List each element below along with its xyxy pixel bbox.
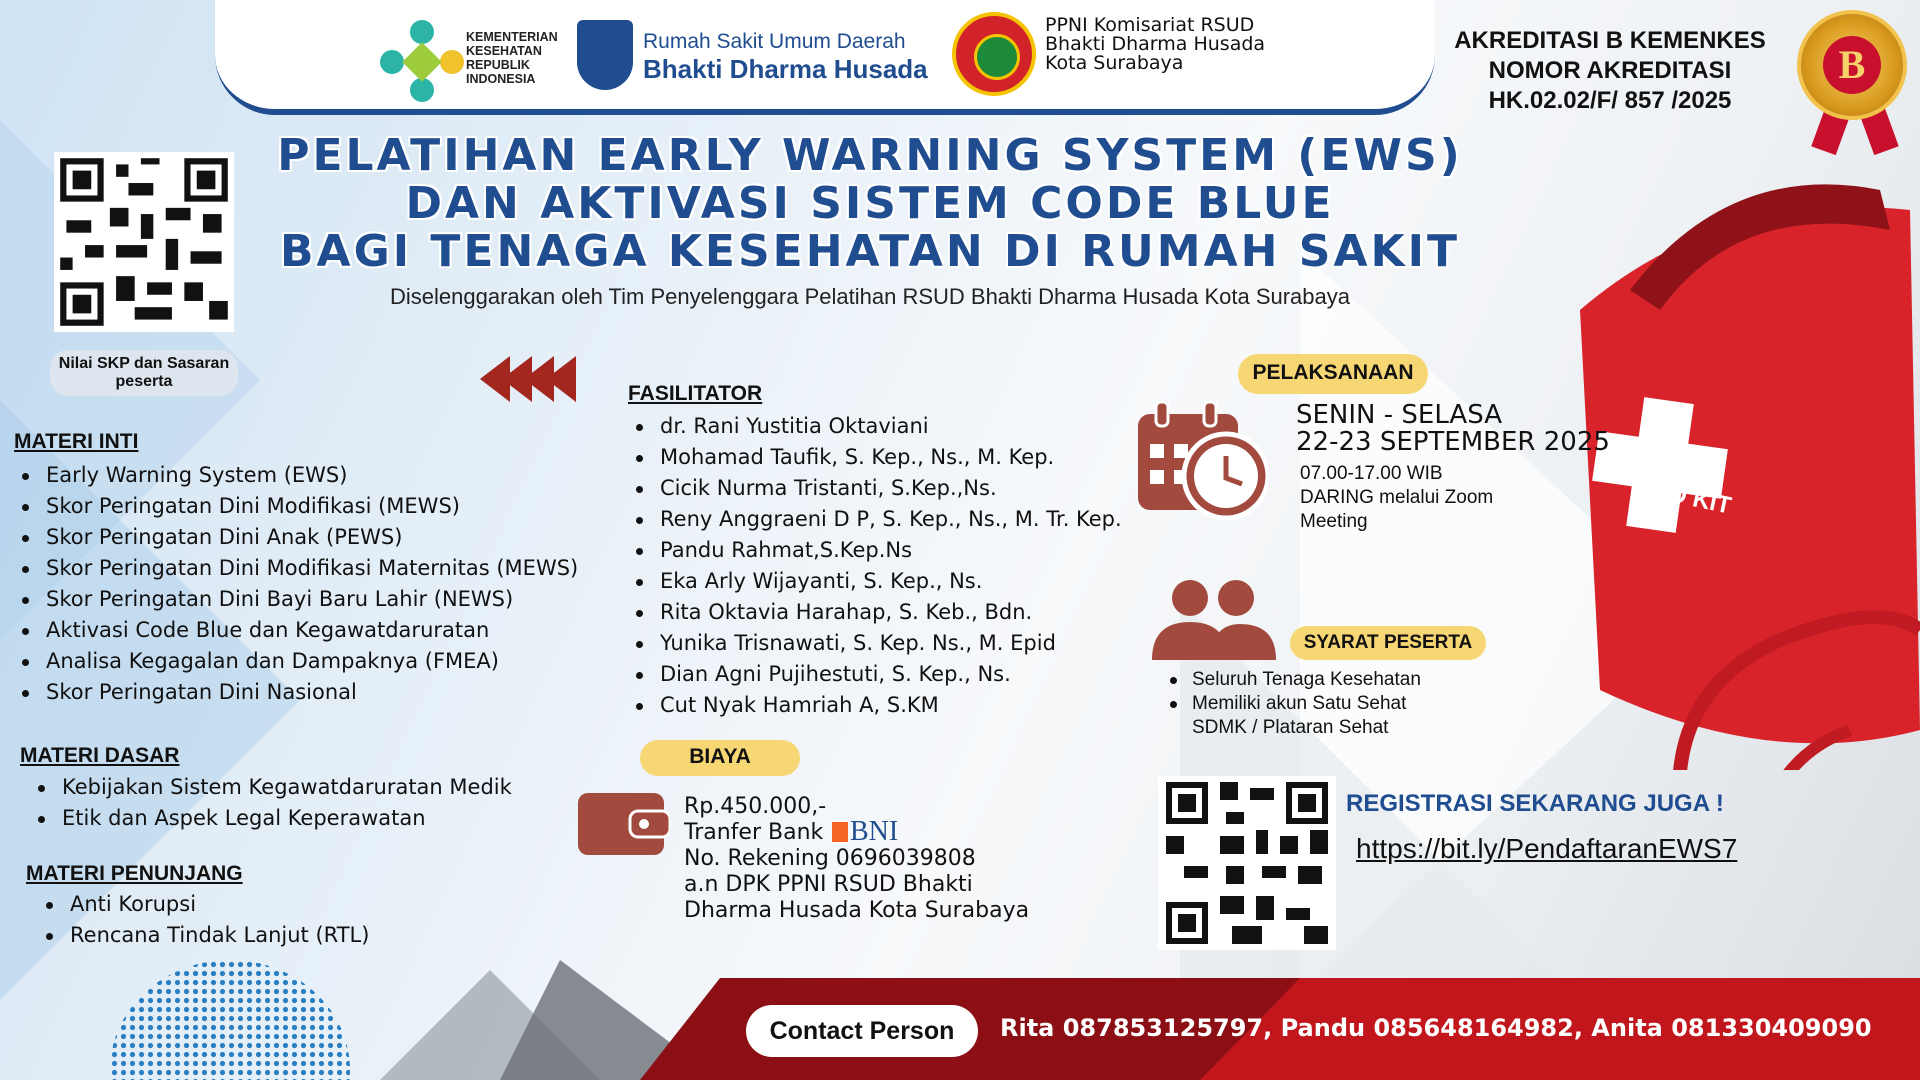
list-item: Skor Peringatan Dini Modifikasi (MEWS): [14, 491, 578, 522]
biaya-pill: BIAYA: [640, 740, 800, 776]
biaya-rekening: No. Rekening 0696039808: [684, 846, 976, 871]
list-item: Pandu Rahmat,S.Kep.Ns: [628, 535, 1122, 566]
list-item: Rencana Tindak Lanjut (RTL): [38, 920, 369, 951]
materi-penunjang-heading: MATERI PENUNJANG: [26, 862, 243, 885]
list-item: Aktivasi Code Blue dan Kegawatdaruratan: [14, 615, 578, 646]
list-item: Eka Arly Wijayanti, S. Kep., Ns.: [628, 566, 1122, 597]
list-item: Anti Korupsi: [38, 889, 369, 920]
materi-dasar-heading: MATERI DASAR: [20, 744, 180, 767]
list-item: Skor Peringatan Dini Nasional: [14, 677, 578, 708]
list-item: Yunika Trisnawati, S. Kep. Ns., M. Epid: [628, 628, 1122, 659]
event-title: [250, 132, 1490, 276]
title-line2: DAN AKTIVASI SISTEM CODE BLUE: [405, 178, 1335, 229]
kit-label: AID KIT: [1643, 475, 1734, 520]
syarat-list: [1160, 668, 1460, 740]
registration-link[interactable]: https://bit.ly/PendaftaranEWS7: [1356, 833, 1738, 864]
list-item: Seluruh Tenaga Kesehatan: [1160, 668, 1460, 692]
contact-numbers: Rita 087853125797, Pandu 085648164982, Anita 081330409090: [1000, 1014, 1872, 1042]
akreditasi-info: [1440, 26, 1780, 116]
ppni-logo: [952, 12, 1036, 96]
pelaksanaan-info: [1300, 462, 1560, 534]
akreditasi-line3: HK.02.02/F/ 857 /2025: [1488, 87, 1732, 114]
registrasi-heading: REGISTRASI SEKARANG JUGA !: [1346, 790, 1724, 817]
kemenkes-text: KEMENTERIAN KESEHATAN REPUBLIK INDONESIA: [466, 30, 558, 86]
pelaksanaan-days: SENIN - SELASA: [1296, 400, 1502, 430]
pelaksanaan-pill: PELAKSANAAN: [1238, 354, 1428, 394]
pelaksanaan-time: 07.00-17.00 WIB: [1300, 463, 1443, 484]
biaya-atas-nama: a.n DPK PPNI RSUD Bhakti Dharma Husada Kota Surabaya: [684, 872, 1030, 923]
badge-letter: B: [1823, 36, 1881, 94]
list-item: Memiliki akun Satu Sehat SDMK / Plataran Sehat: [1160, 692, 1460, 740]
list-item: Skor Peringatan Dini Bayi Baru Lahir (NEWS): [14, 584, 578, 615]
list-item: Mohamad Taufik, S. Kep., Ns., M. Kep.: [628, 442, 1122, 473]
ppni-text: PPNI Komisariat RSUD Bhakti Dharma Husada Kota Surabaya: [1045, 14, 1266, 74]
list-item: Rita Oktavia Harahap, S. Keb., Bdn.: [628, 597, 1122, 628]
biaya-amount: Rp.450.000,-: [684, 794, 827, 819]
akreditasi-line2: NOMOR AKREDITASI: [1488, 57, 1732, 84]
hospital-name-line1: Rumah Sakit Umum Daerah: [643, 30, 906, 53]
materi-penunjang-list: [38, 889, 369, 951]
first-aid-kit-illustration: [1520, 170, 1920, 770]
list-item: Analisa Kegagalan dan Dampaknya (FMEA): [14, 646, 578, 677]
bni-logo: BNI: [832, 816, 898, 848]
people-icon: [1150, 580, 1280, 660]
hospital-name: [643, 30, 928, 85]
list-item: Etik dan Aspek Legal Keperawatan: [30, 803, 512, 834]
list-item: Skor Peringatan Dini Modifikasi Maternitas (MEWS): [14, 553, 578, 584]
list-item: Dian Agni Pujihestuti, S. Kep., Ns.: [628, 659, 1122, 690]
wallet-icon: [578, 787, 670, 857]
title-line3: BAGI TENAGA KESEHATAN DI RUMAH SAKIT: [279, 226, 1460, 277]
akreditasi-badge: [1797, 10, 1907, 120]
kemenkes-logo: [378, 18, 466, 104]
fasilitator-heading: FASILITATOR: [628, 382, 763, 405]
list-item: Early Warning System (EWS): [14, 460, 578, 491]
calendar-clock-icon: [1138, 400, 1268, 520]
organizer-subtitle: Diselenggarakan oleh Tim Penyelenggara Pelatihan RSUD Bhakti Dharma Husada Kota Surabaya: [390, 284, 1350, 309]
list-item: Cut Nyak Hamriah A, S.KM: [628, 690, 1122, 721]
arrows-decoration: [480, 356, 590, 402]
surabaya-emblem: [577, 20, 633, 90]
qr-label: Nilai SKP dan Sasaran peserta: [50, 350, 238, 396]
pelaksanaan-mode: DARING melalui Zoom Meeting: [1300, 487, 1494, 532]
skp-qr-code: [54, 152, 234, 332]
materi-dasar-list: [30, 772, 512, 834]
list-item: Kebijakan Sistem Kegawatdaruratan Medik: [30, 772, 512, 803]
biaya-transfer: Tranfer Bank: [684, 820, 824, 845]
list-item: dr. Rani Yustitia Oktaviani: [628, 411, 1122, 442]
pelaksanaan-date: [1296, 402, 1610, 456]
list-item: Skor Peringatan Dini Anak (PEWS): [14, 522, 578, 553]
contact-person-label: Contact Person: [746, 1005, 978, 1057]
pelaksanaan-dates: 22-23 SEPTEMBER 2025: [1296, 427, 1610, 457]
materi-inti-heading: MATERI INTI: [14, 430, 139, 453]
materi-inti-list: [14, 460, 578, 708]
list-item: Cicik Nurma Tristanti, S.Kep.,Ns.: [628, 473, 1122, 504]
title-line1: PELATIHAN EARLY WARNING SYSTEM (EWS): [277, 130, 1463, 181]
syarat-pill: SYARAT PESERTA: [1290, 626, 1486, 660]
biaya-details: [684, 794, 1084, 924]
akreditasi-line1: AKREDITASI B KEMENKES: [1454, 27, 1766, 54]
list-item: Reny Anggraeni D P, S. Kep., Ns., M. Tr. Kep.: [628, 504, 1122, 535]
fasilitator-list: [628, 411, 1122, 721]
hospital-name-line2: Bhakti Dharma Husada: [643, 54, 928, 84]
registration-qr-code: [1158, 776, 1336, 950]
